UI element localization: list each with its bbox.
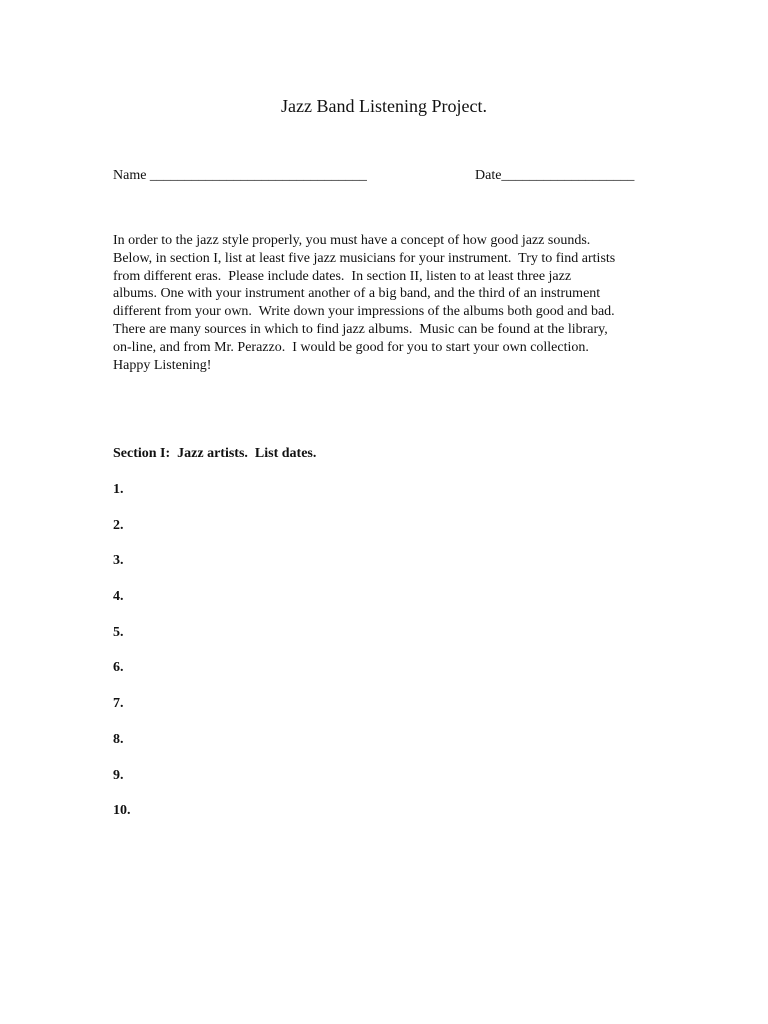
date-field-line: Date___________________ [475, 168, 635, 183]
intro-line: In order to the jazz style properly, you must have a concept of how good jazz sounds. [113, 233, 591, 248]
page-title: Jazz Band Listening Project. [281, 96, 487, 116]
list-item-number: 6. [113, 660, 124, 676]
intro-line: There are many sources in which to find jazz albums. Music can be found at the library, [113, 321, 608, 337]
intro-paragraph [113, 232, 673, 374]
intro-line: from different eras. Please include dates. In section II, listen to at least three jazz [113, 268, 572, 284]
intro-line: albums. One with your instrument another of a big band, and the third of an instrument [113, 286, 601, 302]
list-item-number: 3. [113, 553, 124, 569]
artist-list [113, 481, 131, 838]
intro-line: different from your own. Write down your impressions of the albums both good and bad. [113, 304, 615, 320]
list-item-number: 9. [113, 767, 124, 783]
list-item-number: 5. [113, 624, 124, 640]
intro-line: Happy Listening! [113, 357, 212, 373]
list-item-number: 1. [113, 482, 124, 497]
intro-line: on-line, and from Mr. Perazzo. I would be good for you to start your own collection. [113, 339, 589, 355]
list-item-number: 8. [113, 731, 124, 747]
list-item-number: 2. [113, 517, 124, 533]
intro-line: Below, in section I, list at least five jazz musicians for your instrument. Try to find artists [113, 250, 616, 266]
section-1-heading: Section I: Jazz artists. List dates. [113, 446, 317, 461]
list-item-number: 10. [113, 803, 131, 819]
list-item-number: 4. [113, 589, 124, 605]
list-item-number: 7. [113, 696, 124, 712]
name-field-line: Name _______________________________ [113, 168, 367, 183]
